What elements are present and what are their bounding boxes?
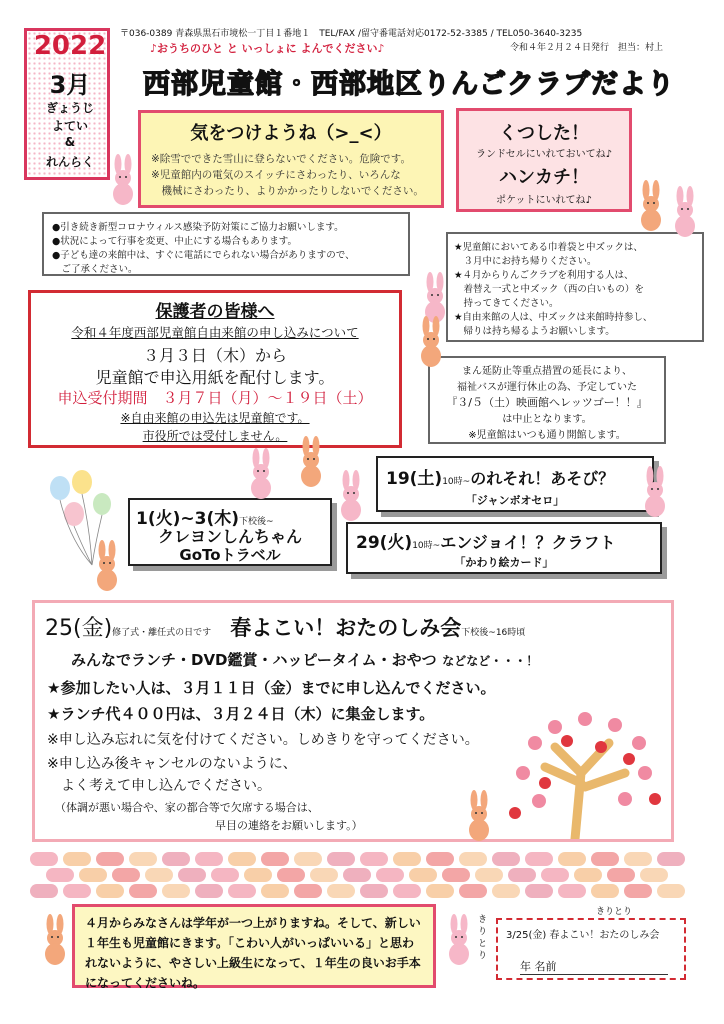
brick (525, 852, 553, 866)
brick (459, 852, 487, 866)
brick (178, 868, 206, 882)
bunny-icon (670, 186, 700, 238)
brick (475, 868, 503, 882)
party-date-note: 修了式・離任式の日です (112, 628, 212, 638)
brick (195, 852, 223, 866)
brick (327, 884, 355, 898)
bunny-icon (40, 914, 70, 966)
brick (79, 868, 107, 882)
brick (393, 852, 421, 866)
socks-heading: くつした！ (499, 123, 589, 144)
bunny-icon (640, 466, 670, 518)
bunny-icon (336, 470, 366, 522)
page-title: 西部児童館・西部地区りんごクラブだより (143, 69, 675, 100)
party-activities: みんなでランチ・DVD鑑賞・ハッピータイム・おやつ (71, 651, 437, 669)
items-notice-box (446, 232, 704, 342)
month-label: 3月 (49, 71, 91, 99)
brick (426, 884, 454, 898)
brick (459, 884, 487, 898)
brick (310, 868, 338, 882)
brick (63, 884, 91, 898)
year-label: 2022 (33, 31, 107, 61)
brick (426, 852, 454, 866)
brick (574, 868, 602, 882)
brick (129, 852, 157, 866)
brick (492, 884, 520, 898)
party-title: 春よこい！おたのしみ会 (230, 616, 462, 640)
event-box-29 (346, 522, 662, 574)
blossom-tree-illustration (505, 703, 667, 839)
application-period: 申込受付期間 ３月７日（月）～１９日（土） (57, 389, 373, 407)
cut-label-top: きりとり (596, 907, 633, 917)
brick (30, 884, 58, 898)
bunny-icon (464, 790, 494, 842)
brick (228, 852, 256, 866)
brick (96, 852, 124, 866)
brick (492, 852, 520, 866)
bus-line-5: ※児童館はいつも通り開館します。 (468, 430, 626, 441)
party-note-1: （体調が悪い場合や、家の都合等で欠席する場合は、 (55, 801, 319, 814)
event-1-date: 1(火)~3(木) (136, 509, 239, 529)
brick (591, 852, 619, 866)
notice-line-2: ●状況によって行事を変更、中止にする場合もあります。 (52, 236, 298, 247)
event-19-sub: 「ジャンボオセロ」 (465, 494, 565, 507)
address-line: 〒036-0389 青森県黒石市境松一丁目１番地１ TEL/FAX /留守番電話対応0172-52-3385 / TEL050-3640-3235 (120, 29, 583, 39)
event-1-time: 下校後~ (238, 517, 274, 527)
event-1-sub: GoToトラベル (179, 546, 281, 564)
bunny-icon (296, 436, 326, 488)
brick (624, 884, 652, 898)
brick (211, 868, 239, 882)
brick (162, 852, 190, 866)
party-line-1: ★参加したい人は、３月１１日（金）までに申し込んでください。 (47, 679, 496, 697)
brick-border (30, 852, 694, 900)
event-box-19 (376, 456, 654, 512)
cut-label-side: きりとり (478, 915, 488, 961)
bus-line-4: は中止となります。 (502, 414, 592, 425)
brick (63, 852, 91, 866)
side-word-3: & (64, 135, 76, 149)
parents-note-1: ※自由来館の申込先は児童館です。 (120, 411, 310, 425)
bus-line-3: 『３/５（土）映画館へレッツゴー！！』 (446, 396, 648, 409)
caution-box (138, 110, 444, 208)
brick (162, 884, 190, 898)
brick (360, 852, 388, 866)
event-19-date: 19(土) (386, 469, 443, 489)
brick (327, 852, 355, 866)
party-line-4: ※申し込み後キャンセルのないように、 (47, 756, 297, 772)
bunny-icon (636, 180, 666, 232)
brick (409, 868, 437, 882)
cut-off-slip (496, 918, 686, 980)
brick (558, 852, 586, 866)
bunny-icon (416, 316, 446, 368)
balloon-blue (50, 476, 70, 500)
brick (657, 884, 685, 898)
parents-note-2: 市役所では受付しません。 (142, 429, 288, 443)
brick (96, 884, 124, 898)
notice-box (42, 212, 410, 276)
brick (261, 884, 289, 898)
brick (277, 868, 305, 882)
slip-name-field[interactable]: 年 名前 (520, 958, 668, 975)
bus-notice-box (428, 356, 666, 444)
brick (360, 884, 388, 898)
event-box-1 (128, 498, 332, 566)
side-word-4: れんらく (45, 155, 94, 169)
parents-notice-box (28, 290, 402, 448)
event-19-time: 10時~ (442, 477, 471, 487)
event-19-name: のれそれ！あそび？ (470, 469, 615, 488)
brick (591, 884, 619, 898)
brick (442, 868, 470, 882)
brick (112, 868, 140, 882)
notice-line-3: ●子ども達の来館中は、すぐに電話にでられない場合がありますので、 (52, 250, 355, 261)
brick (624, 852, 652, 866)
bus-line-1: まん延防止等重点措置の延長により、 (462, 366, 632, 377)
event-29-date: 29(火) (356, 533, 413, 553)
handkerchief-heading: ハンカチ！ (499, 167, 589, 188)
party-date: 25(金) (45, 616, 113, 641)
handkerchief-note: ポケットにいれてね♪ (496, 195, 592, 206)
brick (261, 852, 289, 866)
event-1-name: クレヨンしんちゃん (157, 527, 302, 546)
bunny-icon (246, 448, 276, 500)
tagline: ♪おうちのひと と いっしょに よんでください♪ (150, 42, 385, 55)
belongings-reminder-box (456, 108, 632, 212)
party-line-3: ※申し込み忘れに気を付けてください。しめきりを守ってください。 (47, 732, 479, 748)
parents-line-3: 児童館で申込用紙を配付します。 (95, 368, 335, 387)
items-line-2: ３月中にお持ち帰りください。 (454, 256, 597, 267)
party-line-2: ★ランチ代４００円は、３月２４日（木）に集金します。 (47, 705, 435, 723)
issue-date: 令和４年２月２４日発行 担当：村上 (510, 43, 664, 53)
brick (607, 868, 635, 882)
brick (46, 868, 74, 882)
balloon-yellow (72, 470, 92, 494)
caution-line-3: 機械にさわったり、よりかかったりしないでください。 (151, 185, 424, 197)
bunny-icon (444, 914, 474, 966)
event-29-name: エンジョイ！？クラフト (440, 533, 616, 552)
brick (195, 884, 223, 898)
socks-note: ランドセルにいれておいてね♪ (475, 149, 613, 160)
caution-line-2: ※児童館内の電気のスイッチにさわったり、いろんな (151, 169, 401, 181)
party-line-5: よく考えて申し込んでください。 (47, 778, 271, 794)
brick (294, 884, 322, 898)
brick (244, 868, 272, 882)
message-text: ４月からみなさんは学年が一つ上がりますね。そして、新しい１年生も児童館にきます。「こわい人がいっぱいいる」と思われないように、やさしい上級生になって、１年生の良いお手本になってくださいね。 (85, 916, 421, 990)
items-line-5: 持ってきてください。 (454, 298, 559, 309)
brick (343, 868, 371, 882)
event-29-time: 10時~ (412, 541, 441, 551)
slip-event: 3/25(金) 春よこい！おたのしみ会 (506, 930, 660, 941)
items-line-1: ★児童館においてある巾着袋と中ズックは、 (454, 242, 643, 253)
brick (525, 884, 553, 898)
caution-title: 気をつけようね（>_<） (190, 123, 392, 144)
message-box (72, 904, 436, 988)
brick (228, 884, 256, 898)
items-line-3: ★４月からりんごクラブを利用する人は、 (454, 270, 634, 281)
brick (393, 884, 421, 898)
side-word-2: よてい (51, 119, 88, 133)
brick (129, 884, 157, 898)
bunny-icon (92, 540, 122, 592)
brick (145, 868, 173, 882)
brick (640, 868, 668, 882)
items-line-6: ★自由来館の人は、中ズックは来館時持参し、 (454, 312, 653, 323)
month-badge (24, 28, 110, 180)
party-activities-tail: などなど・・・！ (442, 654, 539, 668)
caution-line-1: ※除雪でできた雪山に登らないでください。危険です。 (151, 153, 411, 165)
brick (30, 852, 58, 866)
party-note-2: 早目の連絡をお願いします。） (215, 819, 363, 832)
parents-line-2: ３月３日（木）から (142, 346, 287, 365)
party-time: 下校後~16時頃 (461, 628, 526, 638)
parents-line-1: 令和４年度西部児童館自由来館の申し込みについて (71, 325, 359, 340)
event-29-sub: 「かわり絵カード」 (454, 556, 554, 569)
items-line-7: 帰りは持ち帰るようお願いします。 (454, 326, 615, 337)
brick (376, 868, 404, 882)
brick (294, 852, 322, 866)
side-word-1: ぎょうじ (45, 101, 94, 115)
parents-title: 保護者の皆様へ (155, 302, 275, 322)
notice-line-1: ●引き続き新型コロナウィルス感染予防対策にご協力お願いします。 (52, 222, 344, 233)
brick (508, 868, 536, 882)
brick (558, 884, 586, 898)
brick (541, 868, 569, 882)
notice-line-4: ご了承ください。 (52, 264, 138, 275)
brick (657, 852, 685, 866)
bunny-icon (108, 154, 138, 206)
party-box (32, 600, 674, 842)
bus-line-2: 福祉バスが運行休止の為、予定していた (457, 382, 637, 393)
items-line-4: 着替え一式と中ズック（西の白いもの）を (454, 284, 644, 295)
balloon-green (93, 493, 111, 515)
